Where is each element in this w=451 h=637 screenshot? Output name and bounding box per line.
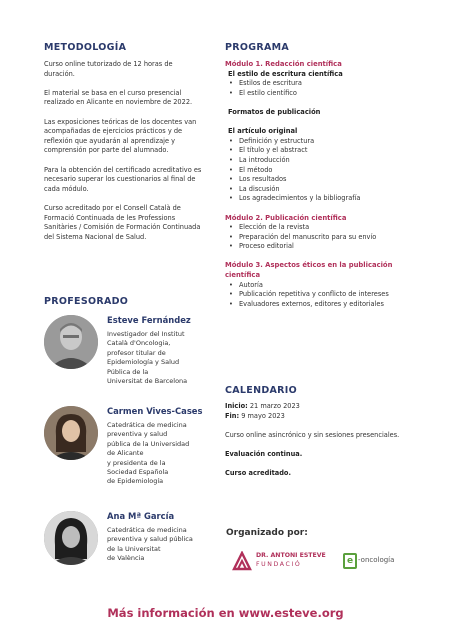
professor-photo [44, 406, 98, 460]
list-item: • Evaluadores externos, editores y editoriales [225, 300, 415, 310]
calendario-body [225, 402, 405, 479]
inicio-label: Inicio: [225, 402, 248, 410]
module-title: Módulo 1. Redacción científica [225, 60, 342, 68]
list-item: • El estilo científico [225, 89, 415, 99]
metodologia-paragraph: El material se basa en el curso presencial realizado en Alicante en noviembre de 2022. [44, 88, 193, 107]
module-title: Módulo 3. Aspectos éticos en la publicación científica [225, 261, 393, 280]
fin-label: Fin: [225, 411, 240, 420]
list-item: • Proceso editorial [225, 242, 415, 252]
professor-name: Carmen Vives-Cases [107, 406, 203, 416]
module-item-list [225, 281, 415, 310]
fin-value: 9 mayo 2023 [239, 411, 285, 420]
esteve-logo-line1: DR. ANTONI ESTEVE [256, 552, 326, 559]
module-subtitle: El artículo original [228, 127, 298, 136]
metodologia-paragraph: Curso online tutorizado de 12 horas de duración. [44, 60, 173, 78]
professor-bio: Investigador del Institut Català d'Oncologia, profesor titular de Epidemiología y Salud Pública de la Universitat de Barcelona [107, 330, 188, 386]
professor-card [44, 315, 214, 395]
calendario-evaluacion: Evaluación continua. [225, 449, 303, 458]
footer-prefix: Más información en [107, 606, 239, 620]
footer-more-info [0, 606, 451, 620]
module-subtitle: El estilo de escritura científica [228, 69, 343, 78]
professor-card [44, 511, 214, 581]
professor-bio: Catedrática de medicina preventiva y salud pública de la Universidad de Alicante y presidenta de la Sociedad Española de Epidemiología [107, 421, 190, 486]
metodologia-heading: METODOLOGÍA [44, 42, 127, 53]
programa-body [225, 60, 415, 309]
e-oncologia-text: -oncología [358, 556, 395, 564]
list-item: • El método [225, 166, 415, 176]
list-item: • El título y el abstract [225, 146, 415, 156]
list-item: • Los resultados [225, 175, 415, 185]
list-item: • La discusión [225, 185, 415, 195]
list-item: • Elección de la revista [225, 223, 415, 233]
professor-name: Esteve Fernández [107, 315, 191, 325]
list-item: • Estilos de escritura [225, 79, 415, 89]
module-subtitle: Formatos de publicación [228, 107, 321, 116]
list-item: • La introducción [225, 156, 415, 166]
e-oncologia-badge: e [343, 553, 357, 569]
programa-heading: PROGRAMA [225, 42, 290, 53]
calendario-modalidad: Curso online asincrónico y sin sesiones presenciales. [225, 430, 400, 439]
metodologia-paragraph: Para la obtención del certificado acreditativo es necesario superar los cuestionarios al final de cada módulo. [44, 165, 202, 193]
calendario-fin [225, 412, 405, 422]
professor-bio: Catedrática de medicina preventiva y salud pública de la Universitat de València [107, 526, 193, 563]
module-item-list [225, 223, 415, 252]
list-item: • Publicación repetitiva y conflicto de intereses [225, 290, 415, 300]
calendario-heading: CALENDARIO [225, 385, 297, 396]
list-item: • Preparación del manuscrito para su envío [225, 233, 415, 243]
professor-photo [44, 511, 98, 565]
calendario-inicio [225, 402, 405, 412]
professor-name: Ana Mª García [107, 511, 175, 521]
professor-photo [44, 315, 98, 369]
esteve-logo-icon [232, 551, 252, 571]
inicio-value: 21 marzo 2023 [247, 402, 300, 410]
module-item-list [225, 137, 415, 204]
module-title: Módulo 2. Publicación científica [225, 213, 347, 222]
metodologia-paragraph: Las exposiciones teóricas de los docentes van acompañadas de ejercicios prácticos y de reflexión que ayudarán al aprendizaje y comprensión por parte del alumnado. [44, 117, 197, 155]
metodologia-paragraph: Curso acreditado por el Consell Català de Formació Continuada de les Professions Sanitàries / Comisión de Formación Continuada del Sistema Nacional de Salud. [44, 203, 201, 241]
metodologia-body [44, 60, 204, 252]
list-item: • Autoría [225, 281, 415, 291]
organizado-label: Organizado por: [226, 528, 308, 538]
e-oncologia-logo[interactable] [343, 553, 413, 571]
fundacio-esteve-logo[interactable] [232, 551, 332, 571]
esteve-logo-line2: FUNDACIÓ [256, 561, 302, 568]
footer-link[interactable]: www.esteve.org [238, 606, 344, 620]
module-item-list [225, 79, 415, 98]
list-item: • Los agradecimientos y la bibliografía [225, 194, 415, 204]
profesorado-heading: PROFESORADO [44, 296, 129, 307]
calendario-acreditado: Curso acreditado. [225, 469, 291, 478]
professor-card [44, 406, 214, 496]
list-item: • Definición y estructura [225, 137, 415, 147]
